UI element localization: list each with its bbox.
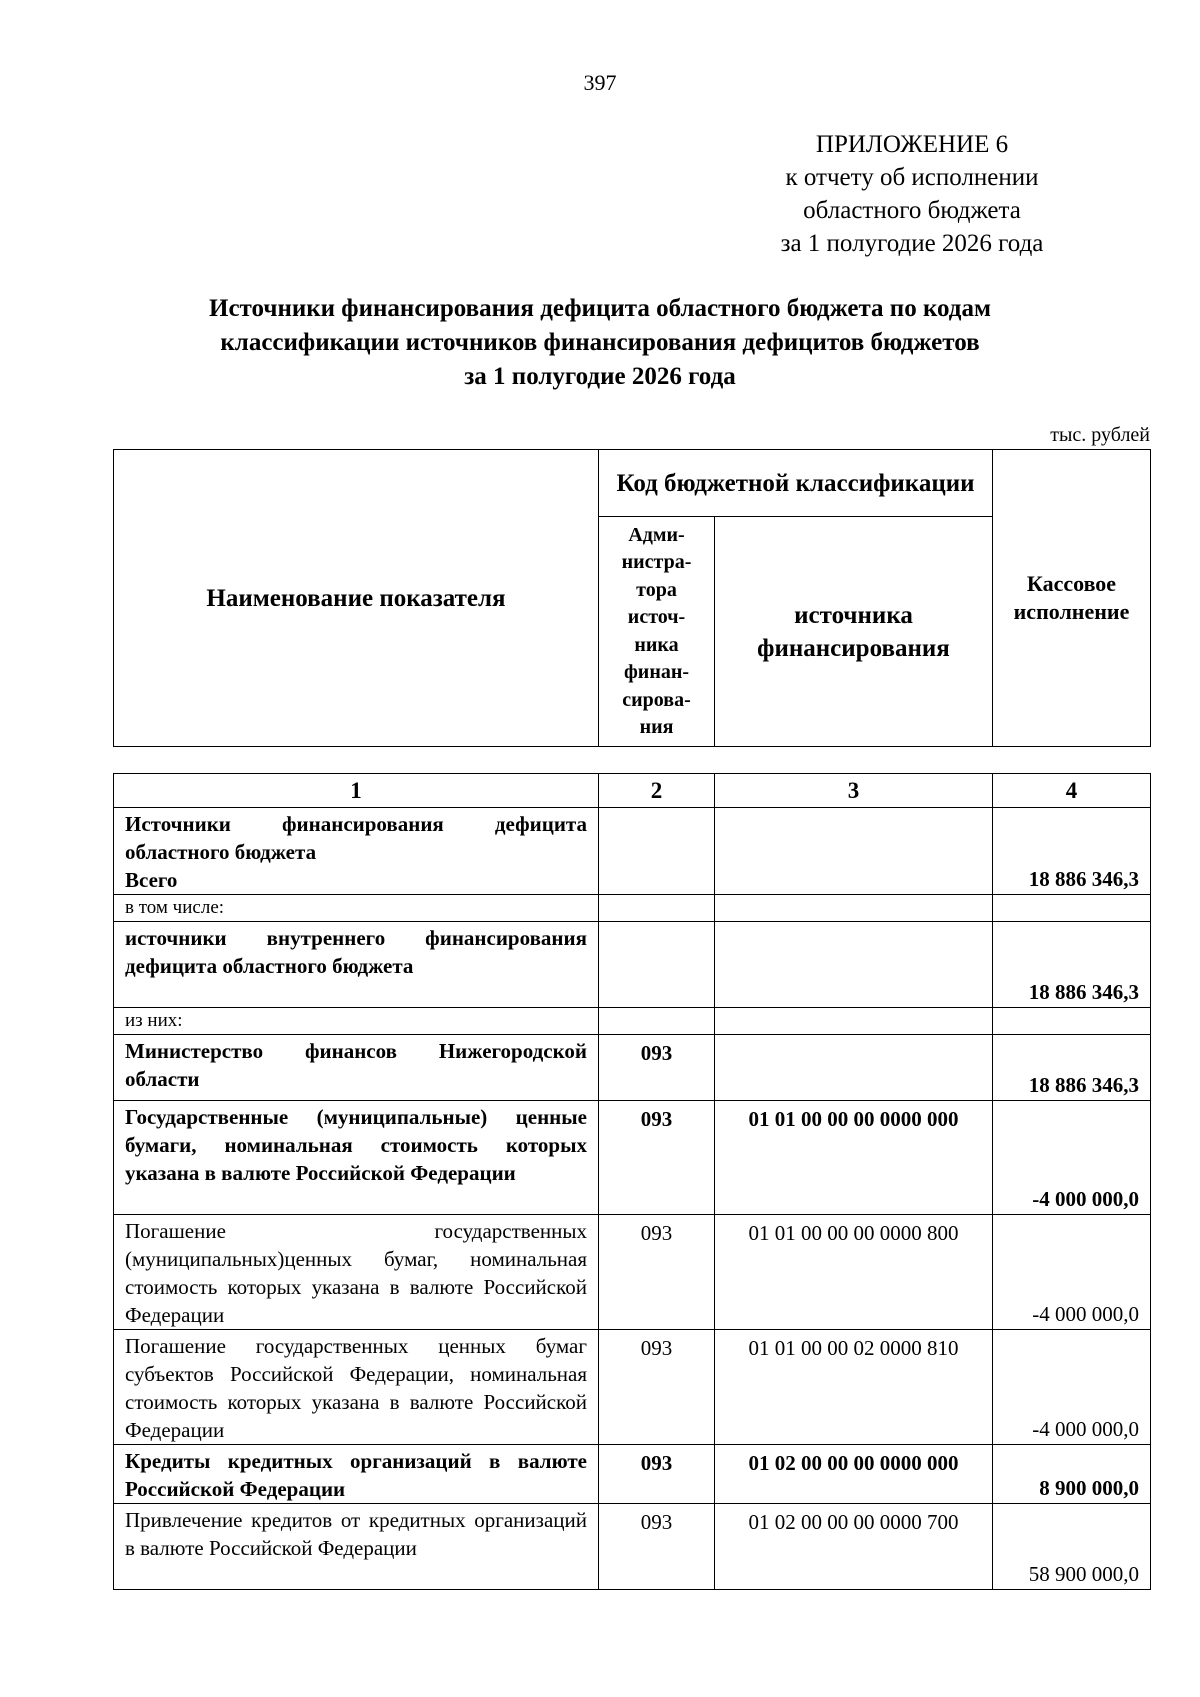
row-value	[993, 895, 1151, 922]
table-row	[114, 895, 1151, 922]
page-number: 397	[583, 70, 617, 95]
row-name: Погашение государственных (муниципальных)ценных бумаг, номинальная стоимость которых указана в валюте Российской Федерации	[114, 1215, 599, 1330]
row-value: 18 886 346,3	[993, 922, 1151, 1008]
row-admin-code: 093	[599, 1035, 715, 1101]
row-value: 8 900 000,0	[993, 1445, 1151, 1504]
table-row	[114, 808, 1151, 895]
row-name: Привлечение кредитов от кредитных организаций в валюте Российской Федерации	[114, 1504, 599, 1590]
table-header	[113, 449, 1151, 747]
row-name	[114, 808, 599, 895]
row-admin-code: 093	[599, 1445, 715, 1504]
data-table	[113, 773, 1151, 1590]
column-number: 2	[599, 774, 715, 808]
column-header-code-group: Код бюджетной классификации	[599, 450, 993, 517]
row-value: -4 000 000,0	[993, 1101, 1151, 1215]
admin-header-line: финан-	[623, 661, 690, 683]
row-source-code: 01 02 00 00 00 0000 000	[715, 1445, 993, 1504]
row-name: в том числе:	[114, 895, 599, 922]
row-source-code	[715, 1008, 993, 1035]
row-admin-code: 093	[599, 1101, 715, 1215]
table-row	[114, 1330, 1151, 1445]
admin-header-line: ния	[639, 716, 674, 738]
table-row	[114, 1008, 1151, 1035]
row-source-code	[715, 895, 993, 922]
row-name: Министерство финансов Нижегородской области	[114, 1035, 599, 1101]
column-header-execution: Кассовое исполнение	[993, 450, 1151, 747]
row-name: источники внутреннего финансирования дефицита областного бюджета	[114, 922, 599, 1008]
title-line: за 1 полугодие 2026 года	[464, 363, 736, 390]
row-admin-code: 093	[599, 1215, 715, 1330]
column-number: 4	[993, 774, 1151, 808]
table-row	[114, 1101, 1151, 1215]
title-line: классификации источников финансирования дефицитов бюджетов	[220, 329, 980, 356]
appendix-line: к отчету об исполнении	[785, 164, 1039, 191]
units-label: тыс. рублей	[1050, 424, 1150, 446]
table-row	[114, 1504, 1151, 1590]
admin-header-line: тора	[636, 578, 677, 601]
row-source-code: 01 02 00 00 00 0000 700	[715, 1504, 993, 1590]
row-value	[993, 1008, 1151, 1035]
row-value: -4 000 000,0	[993, 1330, 1151, 1445]
admin-header-line: Адми-	[628, 523, 685, 546]
row-name: Государственные (муниципальные) ценные бумаги, номинальная стоимость которых указана в валюте Российской Федерации	[114, 1101, 599, 1215]
row-name: Погашение государственных ценных бумаг субъектов Российской Федерации, номинальная стоимость которых указана в валюте Российской Федерации	[114, 1330, 599, 1445]
row-admin-code	[599, 922, 715, 1008]
admin-header-line: сирова-	[622, 688, 691, 711]
row-value: 58 900 000,0	[993, 1504, 1151, 1590]
row-source-code: 01 01 00 00 00 0000 800	[715, 1215, 993, 1330]
row-name: из них:	[114, 1008, 599, 1035]
table-row	[114, 1215, 1151, 1330]
appendix-line: ПРИЛОЖЕНИЕ 6	[815, 131, 1009, 158]
column-number: 3	[715, 774, 993, 808]
row-admin-code	[599, 895, 715, 922]
appendix-line: областного бюджета	[803, 197, 1021, 224]
row-admin-code	[599, 808, 715, 895]
appendix-block	[742, 128, 1082, 260]
row-name-total: Всего	[125, 868, 178, 892]
admin-header-line: ника	[634, 633, 679, 656]
row-value: 18 886 346,3	[993, 808, 1151, 895]
row-value: -4 000 000,0	[993, 1215, 1151, 1330]
row-name-text: Источники финансирования дефицита областного бюджета	[125, 812, 587, 864]
appendix-line: за 1 полугодие 2026 года	[780, 230, 1044, 257]
column-number: 1	[114, 774, 599, 808]
column-header-name: Наименование показателя	[114, 450, 599, 747]
admin-header-line: источ-	[627, 606, 686, 628]
row-value: 18 886 346,3	[993, 1035, 1151, 1101]
column-header-admin	[599, 517, 715, 747]
document-title	[150, 292, 1050, 394]
row-source-code	[715, 1035, 993, 1101]
row-admin-code: 093	[599, 1504, 715, 1590]
row-admin-code	[599, 1008, 715, 1035]
table-row	[114, 1445, 1151, 1504]
row-source-code: 01 01 00 00 00 0000 000	[715, 1101, 993, 1215]
row-source-code: 01 01 00 00 02 0000 810	[715, 1330, 993, 1445]
admin-header-line: нистра-	[621, 551, 692, 573]
column-header-source: источника финансирования	[715, 517, 993, 747]
title-line: Источники финансирования дефицита областного бюджета по кодам	[209, 295, 991, 322]
table-row	[114, 1035, 1151, 1101]
row-name: Кредиты кредитных организаций в валюте Российской Федерации	[114, 1445, 599, 1504]
row-source-code	[715, 922, 993, 1008]
table-row	[114, 922, 1151, 1008]
row-source-code	[715, 808, 993, 895]
row-admin-code: 093	[599, 1330, 715, 1445]
